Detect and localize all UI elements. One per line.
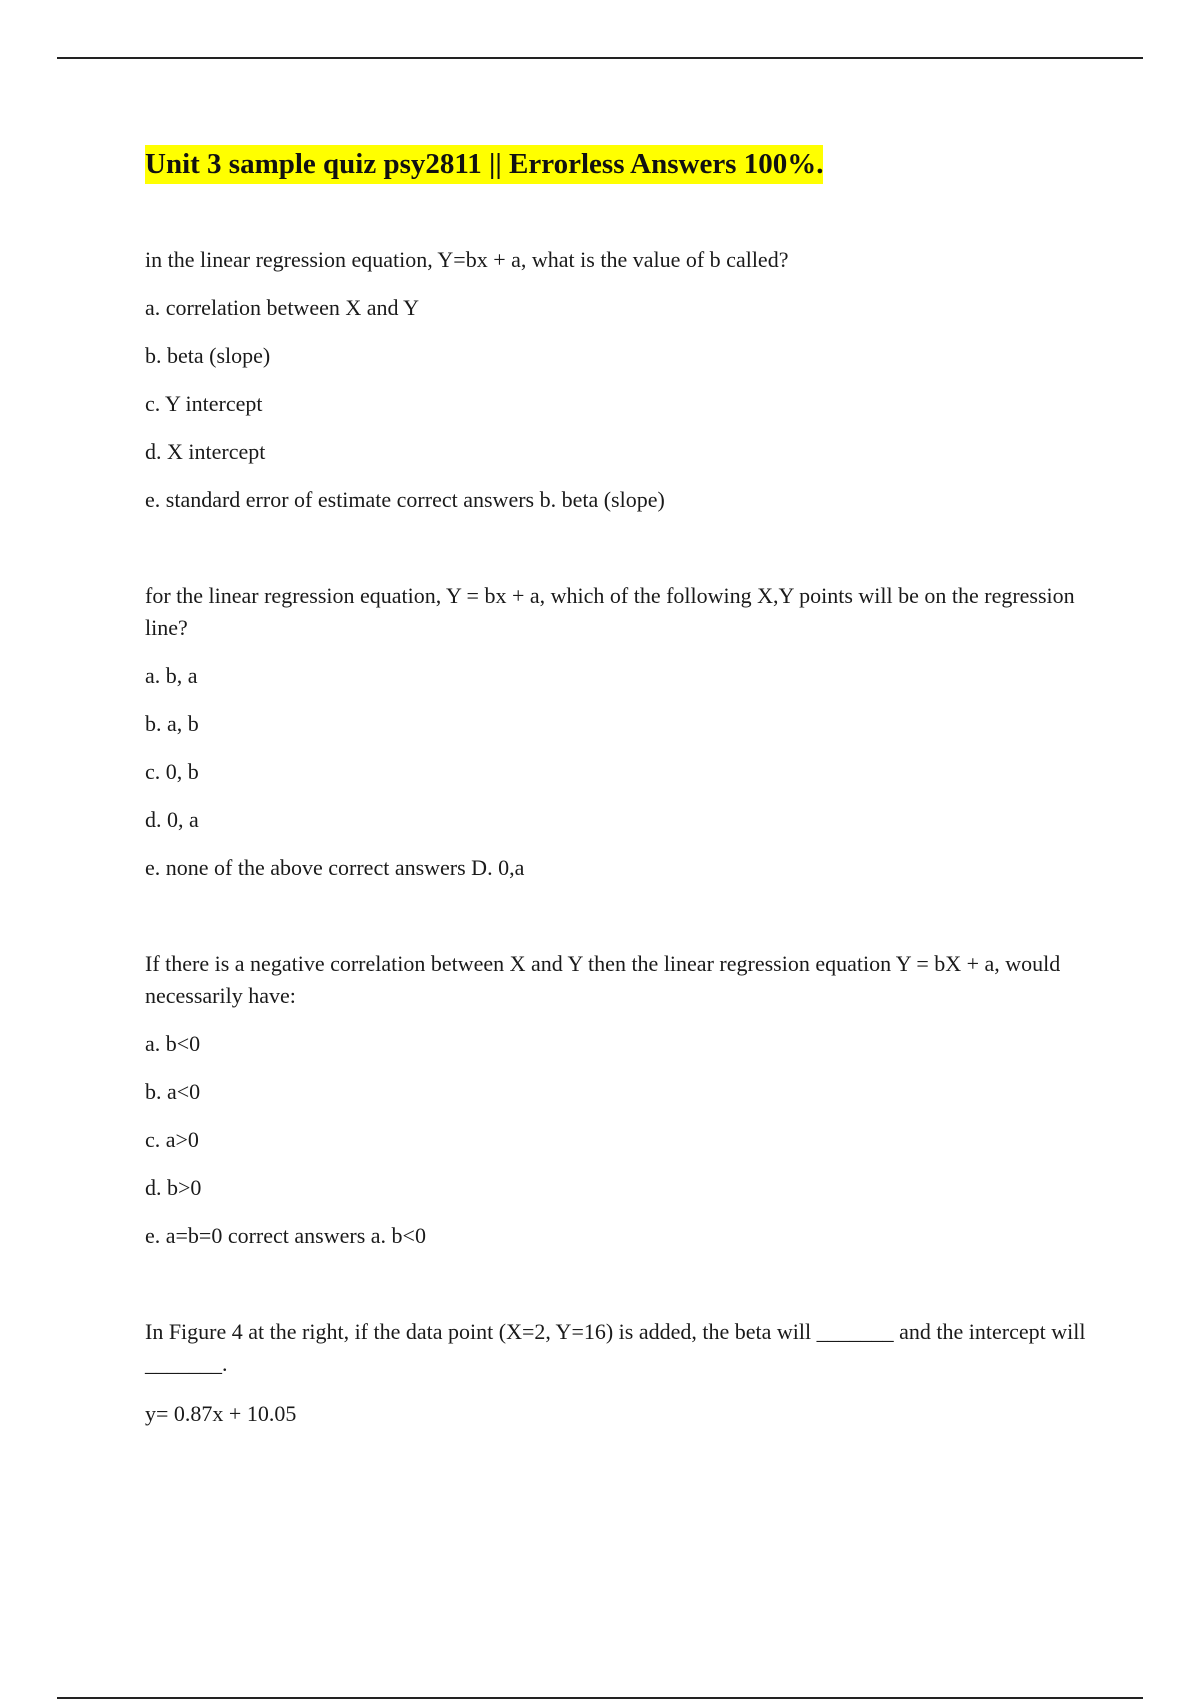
answer-option: a. correlation between X and Y <box>145 295 420 320</box>
question-text: in the linear regression equation, Y=bx + a, what is the value of b called? <box>145 247 789 272</box>
answer-option: a. b, a <box>145 663 198 688</box>
document-body <box>145 145 1095 1494</box>
answer-option: a. b<0 <box>145 1031 201 1056</box>
answer-option: d. b>0 <box>145 1175 202 1200</box>
answer-option: b. a<0 <box>145 1079 201 1104</box>
footer-rule <box>57 1697 1143 1699</box>
question-4 <box>145 1316 1095 1430</box>
question-1 <box>145 244 1095 516</box>
question-text: In Figure 4 at the right, if the data point (X=2, Y=16) is added, the beta will _______ and the intercept will _______. <box>145 1319 1086 1376</box>
question-text: If there is a negative correlation between X and Y then the linear regression equation Y = bX + a, would necessarily have: <box>145 951 1061 1008</box>
regression-formula: y= 0.87x + 10.05 <box>145 1401 297 1426</box>
answer-option: b. beta (slope) <box>145 343 271 368</box>
answer-option: e. none of the above correct answers D. 0,a <box>145 855 525 880</box>
answer-option: d. X intercept <box>145 439 266 464</box>
answer-option: c. 0, b <box>145 759 199 784</box>
document-title: Unit 3 sample quiz psy2811 || Errorless Answers 100%. <box>145 145 823 184</box>
answer-option: c. Y intercept <box>145 391 263 416</box>
question-text: for the linear regression equation, Y = bx + a, which of the following X,Y points will be on the regression line? <box>145 583 1075 640</box>
answer-option: e. a=b=0 correct answers a. b<0 <box>145 1223 426 1248</box>
answer-option: e. standard error of estimate correct answers b. beta (slope) <box>145 487 665 512</box>
question-2 <box>145 580 1095 884</box>
question-3 <box>145 948 1095 1252</box>
answer-option: c. a>0 <box>145 1127 199 1152</box>
answer-option: d. 0, a <box>145 807 199 832</box>
title-wrap <box>145 145 1095 184</box>
answer-option: b. a, b <box>145 711 199 736</box>
header-rule <box>57 57 1143 59</box>
